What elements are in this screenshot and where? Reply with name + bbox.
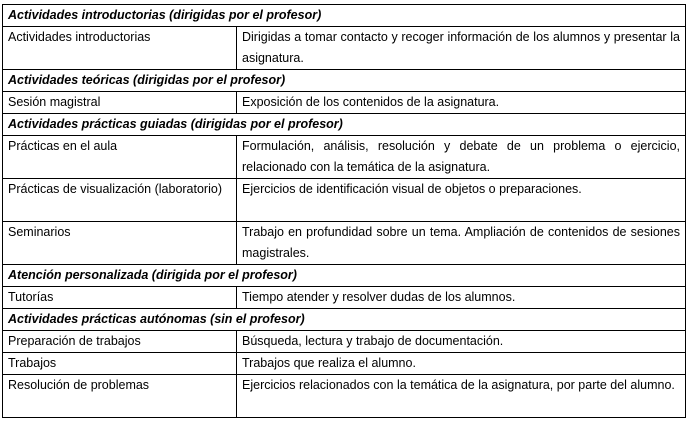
- table-row: [3, 179, 686, 222]
- section-title: Atención personalizada (dirigida por el profesor): [3, 265, 686, 287]
- activity-description: Ejercicios relacionados con la temática de la asignatura, por parte del alumno.: [237, 375, 686, 418]
- activity-description: Tiempo atender y resolver dudas de los alumnos.: [237, 287, 686, 309]
- table-row: [3, 27, 686, 70]
- activity-name: Prácticas de visualización (laboratorio): [3, 179, 237, 222]
- section-title: Actividades prácticas guiadas (dirigidas por el profesor): [3, 114, 686, 136]
- section-header-row: [3, 309, 686, 331]
- activity-description: Trabajo en profundidad sobre un tema. Ampliación de contenidos de sesiones magistrales.: [237, 222, 686, 265]
- activity-name: Trabajos: [3, 353, 237, 375]
- activity-name: Resolución de problemas: [3, 375, 237, 418]
- section-header-row: [3, 5, 686, 27]
- activity-name: Seminarios: [3, 222, 237, 265]
- activity-description: Ejercicios de identificación visual de objetos o preparaciones.: [237, 179, 686, 222]
- activity-description: Trabajos que realiza el alumno.: [237, 353, 686, 375]
- activity-description: Exposición de los contenidos de la asignatura.: [237, 92, 686, 114]
- activity-description: Formulación, análisis, resolución y debate de un problema o ejercicio, relacionado con la temática de la asignatura.: [237, 136, 686, 179]
- table-row: [3, 222, 686, 265]
- activities-table: [2, 4, 686, 418]
- activity-name: Prácticas en el aula: [3, 136, 237, 179]
- activity-description: Búsqueda, lectura y trabajo de documentación.: [237, 331, 686, 353]
- section-title: Actividades introductorias (dirigidas por el profesor): [3, 5, 686, 27]
- activity-name: Actividades introductorias: [3, 27, 237, 70]
- section-header-row: [3, 70, 686, 92]
- activity-name: Preparación de trabajos: [3, 331, 237, 353]
- table-row: [3, 136, 686, 179]
- table-row: [3, 331, 686, 353]
- activity-name: Sesión magistral: [3, 92, 237, 114]
- section-title: Actividades teóricas (dirigidas por el profesor): [3, 70, 686, 92]
- section-header-row: [3, 114, 686, 136]
- activity-name: Tutorías: [3, 287, 237, 309]
- table-row: [3, 353, 686, 375]
- table-row: [3, 375, 686, 418]
- table-row: [3, 92, 686, 114]
- activity-description: Dirigidas a tomar contacto y recoger información de los alumnos y presentar la asignatura.: [237, 27, 686, 70]
- table-row: [3, 287, 686, 309]
- section-header-row: [3, 265, 686, 287]
- section-title: Actividades prácticas autónomas (sin el profesor): [3, 309, 686, 331]
